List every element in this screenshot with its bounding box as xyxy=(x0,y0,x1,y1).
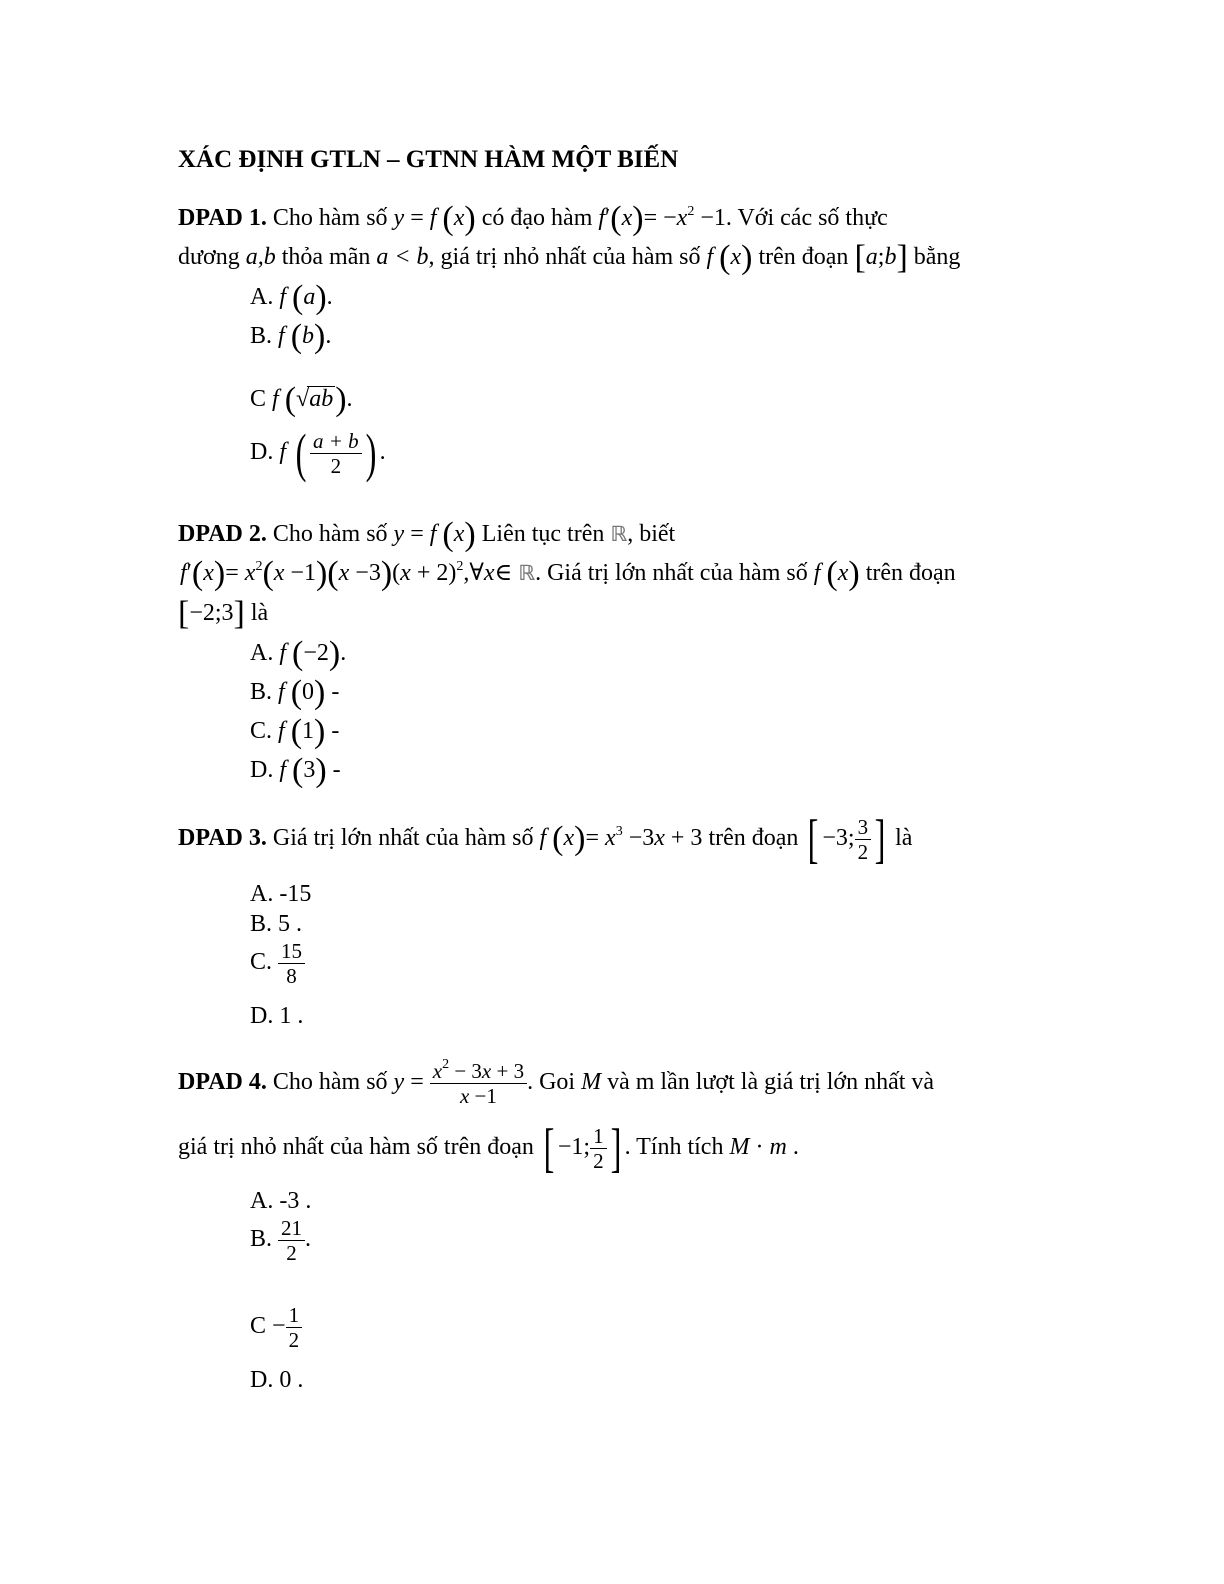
fraction: $\frac{1}{2}$ xyxy=(286,1303,303,1352)
math-expression: y = f (x) xyxy=(393,200,476,237)
option-a[interactable]: A. -3 . xyxy=(250,1188,312,1214)
option-c[interactable]: C. $\frac{15}{8}$ xyxy=(250,939,305,988)
math-expression: $f'(x)= -x^2 -1$ xyxy=(598,200,726,237)
option-d[interactable]: D. f ( $\frac{a + b}{2}$ ) . xyxy=(250,423,386,483)
question-1-line-1: DPAD 1. Cho hàm số y = f (x) có đạo hàm $f'(x)= -x^2 -1$. Với các số thực xyxy=(178,200,888,237)
fraction: $\frac{15}{8}$ xyxy=(278,939,305,988)
question-4-label: DPAD 4. xyxy=(178,1069,267,1096)
option-a[interactable]: A. f (a). xyxy=(250,279,333,316)
math-expression: a < b xyxy=(376,244,429,270)
question-4-line-1: DPAD 4. Cho hàm số y = $\frac{x^2 - 3x + 3}{x -1}$ . Goi M và m lần lượt là giá trị lớn nhất và xyxy=(178,1057,935,1109)
option-d[interactable]: D. f (3) - xyxy=(250,752,341,789)
math-expression: f (x) xyxy=(706,239,753,276)
question-2-line-2: $f'(x)= x^2(x -1)(x -3)(x$ + $2)^2,\forall x\in$ ℝ. Giá trị lớn nhất của hàm số f (x) trên đoạn xyxy=(180,555,956,592)
question-2-label: DPAD 2. xyxy=(178,521,267,547)
option-d[interactable]: D. 1 . xyxy=(250,1003,304,1029)
fraction: $\frac{21}{2}$ xyxy=(278,1216,305,1265)
math-expression: f $(x)= x^3 -3x + 3$ xyxy=(539,820,703,857)
option-b[interactable]: B. f (0) - xyxy=(250,674,340,711)
option-c[interactable]: C − $\frac{1}{2}$ xyxy=(250,1303,302,1352)
option-b[interactable]: B. 5 . xyxy=(250,911,303,937)
math-expression: y = f (x) xyxy=(393,516,476,553)
math-expression: [ −3; $\frac{3}{2}$ ] xyxy=(808,809,886,869)
option-a[interactable]: A. f (−2). xyxy=(250,635,347,672)
page-title: XÁC ĐỊNH GTLN – GTNN HÀM MỘT BIẾN xyxy=(178,146,679,173)
math-expression: $f'(x)= x^2(x -1)(x -3)(x$ + $2)^2,\forall x\in$ ℝ xyxy=(180,555,536,592)
option-c[interactable]: C. f (1) - xyxy=(250,713,340,750)
question-1-label: DPAD 1. xyxy=(178,205,267,231)
option-c[interactable]: C f (√ab). xyxy=(250,381,353,418)
option-d[interactable]: D. 0 . xyxy=(250,1367,304,1393)
math-expression: y = $\frac{x^2 - 3x + 3}{x -1}$ xyxy=(394,1069,528,1095)
question-2-line-3: [−2;3] là xyxy=(178,595,269,632)
math-expression: [−2;3] xyxy=(178,595,245,632)
math-expression: f (x) xyxy=(813,555,860,592)
math-expression: [ −1; $\frac{1}{2}$ ] xyxy=(543,1118,621,1178)
math-expression: [a;b] xyxy=(854,239,908,276)
option-a[interactable]: A. -15 xyxy=(250,881,312,907)
question-3-line-1: DPAD 3. Giá trị lớn nhất của hàm số f $(x)= x^3 -3x + 3$ trên đoạn [ −3; $\frac{3}{2}$ ] là xyxy=(178,809,913,869)
question-2-line-1: DPAD 2. Cho hàm số y = f (x) Liên tục trên ℝ, biết xyxy=(178,516,676,553)
question-4-line-2: giá trị nhỏ nhất của hàm số trên đoạn [ −1; $\frac{1}{2}$ ] . Tính tích M · m . xyxy=(178,1118,799,1178)
real-numbers-symbol: ℝ xyxy=(610,522,628,546)
math-expression: a,b xyxy=(245,244,276,270)
question-3-label: DPAD 3. xyxy=(178,825,267,851)
option-b[interactable]: B. $\frac{21}{2}$ . xyxy=(250,1216,312,1266)
option-b[interactable]: B. f (b). xyxy=(250,318,332,355)
question-1-line-2: dương a,b thỏa mãn a < b, giá trị nhỏ nhất của hàm số f (x) trên đoạn [a;b] bằng xyxy=(178,239,961,276)
